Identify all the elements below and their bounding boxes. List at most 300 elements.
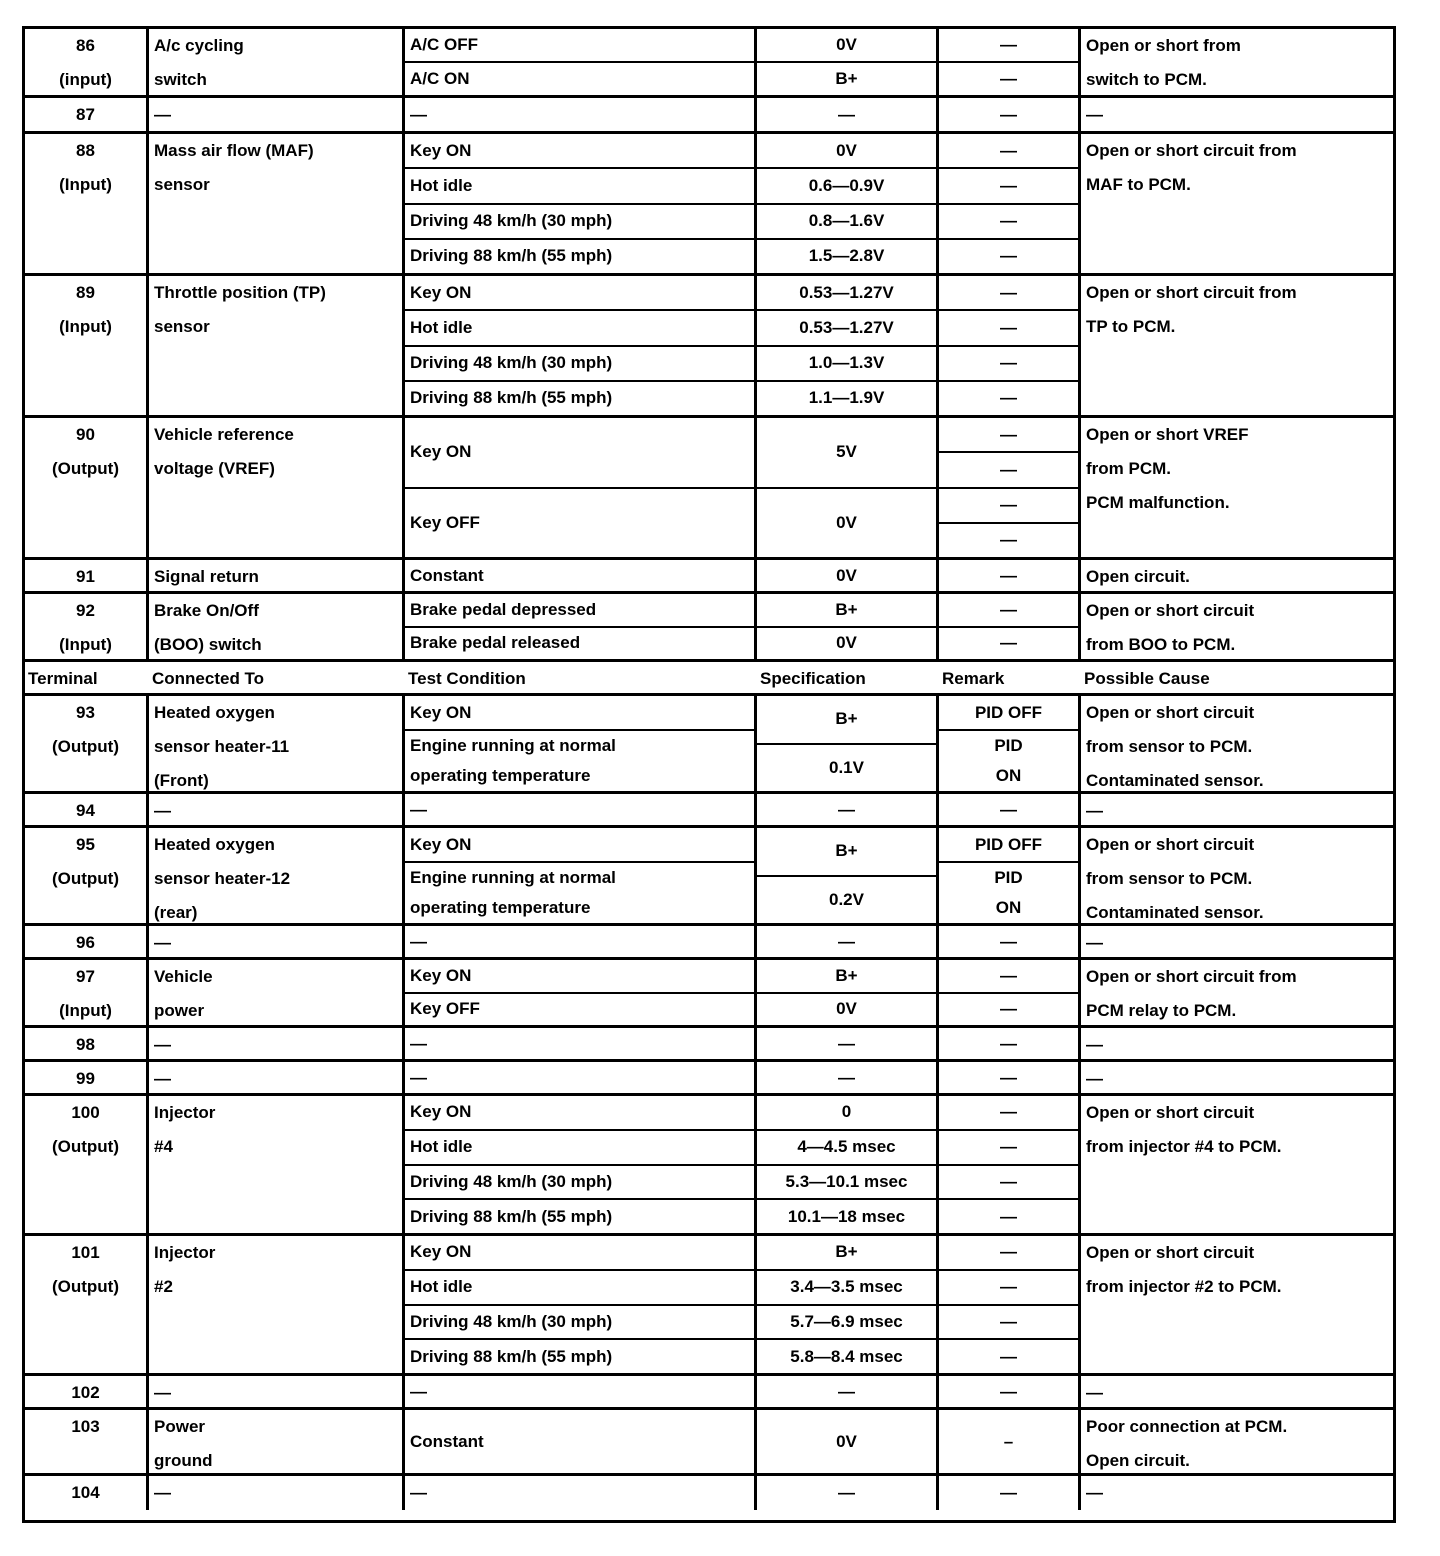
specification-cell-item: 0V (836, 999, 857, 1019)
specification-cell (757, 276, 939, 415)
remark-cell-list (939, 1062, 1078, 1093)
remark-cell-item: — (939, 1131, 1078, 1166)
column-header: Terminal (28, 669, 98, 688)
specification-cell-item: 0.8—1.6V (757, 205, 936, 240)
connected-to-cell: A/c cycling switch (149, 29, 405, 95)
table-row (25, 418, 1393, 560)
possible-cause-cell: Open or short circuit from injector #2 to PCM. (1086, 1243, 1282, 1296)
possible-cause-cell: — (1086, 1483, 1103, 1502)
remark-cell-list (939, 1096, 1078, 1233)
table-row (25, 696, 1393, 794)
specification-cell (757, 98, 939, 131)
test-condition-cell-item: — (410, 104, 427, 124)
connected-to-cell: Injector #2 (149, 1236, 405, 1373)
test-condition-cell-item (405, 863, 754, 923)
specification-cell-item: 10.1—18 msec (787, 1206, 906, 1226)
remark-cell-item: — (939, 1306, 1078, 1341)
test-condition-cell-item: Driving 88 km/h (55 mph) (410, 1346, 613, 1366)
possible-cause-cell: Open or short circuit from sensor to PCM. Contaminated sensor. (1086, 835, 1264, 922)
test-condition-cell-list (405, 1476, 754, 1510)
terminal-cell: 98 (25, 1028, 149, 1059)
test-condition-cell (405, 1096, 757, 1233)
test-condition-cell-item (405, 731, 754, 791)
column-header: Possible Cause (1084, 669, 1210, 688)
connected-to-cell: Heated oxygen sensor heater-11 (Front) (149, 696, 405, 791)
remark-cell (939, 418, 1081, 557)
specification-cell-list (757, 276, 936, 415)
remark-cell-item: — (1000, 565, 1017, 585)
remark-cell-list (939, 794, 1078, 825)
specification-cell-item: — (838, 1033, 855, 1053)
remark-cell-item: — (1000, 1067, 1017, 1087)
test-condition-cell-item: Key ON (405, 418, 754, 489)
test-condition-cell-list (405, 794, 754, 825)
possible-cause-cell: Open or short from switch to PCM. (1086, 36, 1241, 89)
test-condition-cell-item: — (410, 1381, 427, 1401)
remark-cell-item: — (939, 594, 1078, 628)
remark-cell-item: — (939, 453, 1078, 488)
table-row (25, 1062, 1393, 1096)
specification-cell-item: B+ (835, 69, 858, 88)
specification-cell-item: 1.1—1.9V (808, 388, 885, 408)
connected-to-cell: — (149, 1028, 405, 1059)
remark-cell-item (939, 731, 1078, 791)
specification-cell-item: B+ (757, 696, 936, 745)
terminal-cell: 90 (Output) (25, 418, 149, 557)
possible-cause-cell: Open or short circuit from TP to PCM. (1086, 283, 1297, 336)
remark-cell-item: – (1003, 1431, 1014, 1451)
connected-to-cell: — (149, 1376, 405, 1407)
test-condition-cell (405, 1028, 757, 1059)
test-condition-cell-item: Constant (410, 1431, 484, 1451)
possible-cause-cell: Open or short circuit from MAF to PCM. (1086, 141, 1297, 194)
specification-cell (757, 696, 939, 791)
connected-to-cell: Heated oxygen sensor heater-12 (rear) (149, 828, 405, 923)
remark-cell (939, 29, 1081, 95)
remark-cell-list (939, 926, 1078, 957)
specification-cell (757, 418, 939, 557)
remark-cell-line: PID (994, 868, 1023, 887)
remark-cell-item: — (939, 489, 1078, 524)
specification-cell (757, 1476, 939, 1510)
possible-cause-cell: Open or short circuit from injector #4 to PCM. (1086, 1103, 1282, 1156)
test-condition-cell-list (405, 828, 754, 923)
column-header: Remark (942, 669, 1005, 688)
possible-cause-cell: — (1086, 1383, 1103, 1402)
test-condition-cell-line: Engine running at normal (410, 868, 616, 887)
remark-cell-item: — (939, 276, 1078, 311)
table-row (25, 794, 1393, 828)
possible-cause-cell: Open circuit. (1086, 567, 1190, 586)
remark-cell (939, 98, 1081, 131)
terminal-cell: 102 (25, 1376, 149, 1407)
test-condition-cell-item: Key ON (405, 960, 754, 994)
remark-cell-line: PID (994, 736, 1023, 755)
terminal-cell: 101 (Output) (25, 1236, 149, 1373)
terminal-cell: 96 (25, 926, 149, 957)
terminal-cell: 89 (Input) (25, 276, 149, 415)
specification-cell-item: B+ (757, 594, 936, 628)
remark-cell-item: — (1000, 799, 1017, 819)
remark-cell-item: — (939, 1096, 1078, 1131)
test-condition-cell-item: Driving 48 km/h (30 mph) (405, 1306, 754, 1341)
specification-cell-item: 0.6—0.9V (757, 169, 936, 204)
specification-cell-list (757, 418, 936, 557)
remark-cell-list (939, 1376, 1078, 1407)
connected-to-cell: — (149, 1476, 405, 1510)
remark-cell (939, 1096, 1081, 1233)
test-condition-cell-item: Hot idle (405, 1271, 754, 1306)
test-condition-cell-item: A/C ON (410, 69, 470, 88)
remark-cell-item: PID OFF (939, 696, 1078, 731)
connected-to-cell: Signal return (149, 560, 405, 591)
specification-cell-list (757, 1062, 936, 1093)
test-condition-cell-list (405, 594, 754, 659)
test-condition-cell (405, 1410, 757, 1473)
specification-cell-item: 0V (757, 29, 936, 63)
remark-cell-item: — (1000, 633, 1017, 653)
specification-cell-item: 0 (757, 1096, 936, 1131)
test-condition-cell-item: Key OFF (410, 512, 480, 532)
table-row (25, 594, 1393, 662)
test-condition-cell-item: Driving 48 km/h (30 mph) (405, 347, 754, 382)
specification-cell (757, 1376, 939, 1407)
specification-cell-item: 3.4—3.5 msec (757, 1271, 936, 1306)
remark-cell (939, 594, 1081, 659)
test-condition-cell-item: Driving 48 km/h (30 mph) (405, 205, 754, 240)
remark-cell-item: — (1000, 1206, 1017, 1226)
table-row (25, 560, 1393, 594)
remark-cell-item: — (1000, 931, 1017, 951)
specification-cell-list (757, 696, 936, 791)
connected-to-cell: Brake On/Off (BOO) switch (149, 594, 405, 659)
specification-cell-item: 4—4.5 msec (757, 1131, 936, 1166)
table-row (25, 1410, 1393, 1476)
terminal-cell: 95 (Output) (25, 828, 149, 923)
possible-cause-cell: — (1086, 1035, 1103, 1054)
column-header: Specification (760, 669, 866, 688)
table-row (25, 1236, 1393, 1376)
remark-cell-list (939, 98, 1078, 131)
table-row (25, 960, 1393, 1028)
connected-to-cell: — (149, 1062, 405, 1093)
specification-cell-item: — (838, 1067, 855, 1087)
remark-cell-item: — (1000, 999, 1017, 1019)
remark-cell-item: PID OFF (939, 828, 1078, 863)
test-condition-cell-item: Driving 48 km/h (30 mph) (405, 1166, 754, 1201)
header-row (25, 662, 1393, 696)
remark-cell-item: — (1000, 1033, 1017, 1053)
test-condition-cell-item: Key ON (405, 696, 754, 731)
remark-cell-list (939, 418, 1078, 557)
remark-cell (939, 1476, 1081, 1510)
remark-cell-item: — (1000, 246, 1017, 266)
specification-cell-item: 1.5—2.8V (808, 246, 885, 266)
remark-cell-list (939, 1410, 1078, 1473)
specification-cell-list (757, 960, 936, 1025)
remark-cell-line: ON (995, 898, 1022, 917)
remark-cell-line: ON (995, 766, 1022, 785)
terminal-cell: 94 (25, 794, 149, 825)
specification-cell-list (757, 134, 936, 273)
test-condition-cell-list (405, 98, 754, 131)
table-row (25, 926, 1393, 960)
specification-cell-item: 0.1V (829, 757, 864, 777)
terminal-cell: 93 (Output) (25, 696, 149, 791)
test-condition-cell-item: Brake pedal depressed (405, 594, 754, 628)
test-condition-cell-item: Hot idle (405, 1131, 754, 1166)
remark-cell-item: — (939, 960, 1078, 994)
specification-cell (757, 1028, 939, 1059)
specification-cell-item: — (838, 1483, 855, 1502)
test-condition-cell (405, 960, 757, 1025)
specification-cell (757, 29, 939, 95)
remark-cell-list (939, 29, 1078, 95)
test-condition-cell-list (405, 418, 754, 557)
specification-cell-list (757, 794, 936, 825)
remark-cell (939, 1028, 1081, 1059)
test-condition-cell-item: Constant (410, 565, 484, 585)
specification-cell-item: — (838, 104, 855, 124)
test-condition-cell (405, 1376, 757, 1407)
test-condition-cell-list (405, 696, 754, 791)
possible-cause-cell: Poor connection at PCM. Open circuit. (1086, 1417, 1288, 1470)
remark-cell-item: — (1000, 530, 1017, 550)
test-condition-cell (405, 828, 757, 923)
specification-cell-list (757, 1028, 936, 1059)
connected-to-cell: Vehicle power (149, 960, 405, 1025)
test-condition-cell (405, 1476, 757, 1510)
test-condition-cell (405, 1062, 757, 1093)
specification-cell (757, 960, 939, 1025)
specification-cell-item: 0V (757, 134, 936, 169)
connected-to-cell: — (149, 98, 405, 131)
specification-cell (757, 1236, 939, 1373)
remark-cell-list (939, 696, 1078, 791)
specification-cell-item: 1.0—1.3V (757, 347, 936, 382)
terminal-cell: 86 (input) (25, 29, 149, 95)
column-header: Connected To (152, 669, 265, 688)
remark-cell-item: — (1000, 104, 1017, 124)
specification-cell-list (757, 594, 936, 659)
table-row (25, 1376, 1393, 1410)
specification-cell-item: B+ (757, 828, 936, 877)
test-condition-cell-list (405, 926, 754, 957)
remark-cell-item: — (939, 311, 1078, 346)
terminal-cell: 92 (Input) (25, 594, 149, 659)
test-condition-cell (405, 594, 757, 659)
specification-cell (757, 1410, 939, 1473)
test-condition-cell-list (405, 29, 754, 95)
specification-cell (757, 594, 939, 659)
specification-cell-item: — (838, 1381, 855, 1401)
specification-cell-item: — (838, 931, 855, 951)
column-header: Test Condition (408, 669, 526, 688)
remark-cell-list (939, 134, 1078, 273)
terminal-cell: 100 (Output) (25, 1096, 149, 1233)
connected-to-cell: — (149, 794, 405, 825)
test-condition-cell-item: Key ON (405, 1236, 754, 1271)
test-condition-cell-list (405, 134, 754, 273)
test-condition-cell-line: operating temperature (410, 898, 591, 917)
remark-cell (939, 794, 1081, 825)
remark-cell-item (939, 863, 1078, 923)
test-condition-cell-item: Hot idle (405, 169, 754, 204)
test-condition-cell-item: — (410, 1033, 427, 1053)
remark-cell (939, 1410, 1081, 1473)
connected-to-cell: — (149, 926, 405, 957)
specification-cell-item: 0V (836, 1431, 857, 1451)
test-condition-cell-list (405, 560, 754, 591)
remark-cell-list (939, 1476, 1078, 1510)
test-condition-cell-item: — (410, 799, 427, 819)
remark-cell-item: — (939, 1166, 1078, 1201)
specification-cell-item: 5V (757, 418, 936, 489)
remark-cell-item: — (939, 418, 1078, 453)
remark-cell-item: — (1000, 388, 1017, 408)
test-condition-cell-item: Key ON (405, 134, 754, 169)
test-condition-cell-item: — (410, 1067, 427, 1087)
test-condition-cell (405, 98, 757, 131)
specification-cell-list (757, 926, 936, 957)
possible-cause-cell: — (1086, 105, 1103, 124)
test-condition-cell-item: Key ON (405, 1096, 754, 1131)
remark-cell (939, 696, 1081, 791)
possible-cause-cell: Open or short circuit from PCM relay to PCM. (1086, 967, 1297, 1020)
table-row (25, 29, 1393, 98)
specification-cell (757, 1096, 939, 1233)
remark-cell-item: — (1000, 1483, 1017, 1502)
remark-cell (939, 1062, 1081, 1093)
test-condition-cell (405, 418, 757, 557)
connected-to-cell: Power ground (149, 1410, 405, 1473)
test-condition-cell (405, 926, 757, 957)
test-condition-cell-item: A/C OFF (405, 29, 754, 63)
test-condition-cell-item: Key OFF (410, 999, 480, 1019)
specification-cell-item: B+ (757, 1236, 936, 1271)
test-condition-cell-item: Hot idle (405, 311, 754, 346)
remark-cell (939, 1376, 1081, 1407)
table-row (25, 1476, 1393, 1510)
test-condition-cell-line: operating temperature (410, 766, 591, 785)
terminal-cell: 104 (25, 1476, 149, 1510)
table-row (25, 1028, 1393, 1062)
connected-to-cell: Throttle position (TP) sensor (149, 276, 405, 415)
specification-cell-list (757, 828, 936, 923)
remark-cell-item: — (939, 1271, 1078, 1306)
specification-cell-list (757, 1236, 936, 1373)
test-condition-cell-item: — (410, 931, 427, 951)
specification-cell-list (757, 29, 936, 95)
specification-cell-list (757, 98, 936, 131)
specification-cell-item: 0V (836, 565, 857, 585)
remark-cell-item: — (939, 29, 1078, 63)
specification-cell (757, 134, 939, 273)
pcm-pin-table (22, 26, 1396, 1523)
specification-cell-item: 5.8—8.4 msec (790, 1346, 903, 1366)
specification-cell-item: 5.7—6.9 msec (757, 1306, 936, 1341)
connected-to-cell: Mass air flow (MAF) sensor (149, 134, 405, 273)
test-condition-cell-list (405, 1062, 754, 1093)
test-condition-cell (405, 794, 757, 825)
remark-cell-list (939, 960, 1078, 1025)
test-condition-cell-list (405, 960, 754, 1025)
connected-to-cell: Vehicle reference voltage (VREF) (149, 418, 405, 557)
possible-cause-cell: Open or short circuit from sensor to PCM. Contaminated sensor. (1086, 703, 1264, 790)
specification-cell-item: 5.3—10.1 msec (757, 1166, 936, 1201)
test-condition-cell-list (405, 1376, 754, 1407)
remark-cell-item: — (939, 1236, 1078, 1271)
test-condition-cell-item: Brake pedal released (410, 633, 581, 653)
specification-cell-item: 0V (836, 512, 857, 532)
specification-cell (757, 794, 939, 825)
test-condition-cell (405, 29, 757, 95)
possible-cause-cell: — (1086, 1069, 1103, 1088)
possible-cause-cell: Open or short circuit from BOO to PCM. (1086, 601, 1255, 654)
test-condition-cell-list (405, 1236, 754, 1373)
test-condition-cell-item: Driving 88 km/h (55 mph) (410, 388, 613, 408)
test-condition-cell (405, 560, 757, 591)
specification-cell (757, 1062, 939, 1093)
test-condition-cell-list (405, 1096, 754, 1233)
terminal-cell: 97 (Input) (25, 960, 149, 1025)
specification-cell (757, 828, 939, 923)
remark-cell-item: — (939, 134, 1078, 169)
test-condition-cell-item: Key ON (405, 828, 754, 863)
remark-cell-list (939, 276, 1078, 415)
test-condition-cell-line: Engine running at normal (410, 736, 616, 755)
terminal-cell: 103 (25, 1410, 149, 1473)
table-row (25, 98, 1393, 134)
table-row (25, 276, 1393, 418)
specification-cell-item: 0.53—1.27V (757, 276, 936, 311)
terminal-cell: 88 (Input) (25, 134, 149, 273)
specification-cell-item: 0.2V (829, 889, 864, 909)
remark-cell-list (939, 1236, 1078, 1373)
terminal-cell: 87 (25, 98, 149, 131)
remark-cell-list (939, 594, 1078, 659)
test-condition-cell-item: Key ON (405, 276, 754, 311)
terminal-cell: 99 (25, 1062, 149, 1093)
specification-cell-list (757, 1476, 936, 1510)
table-row (25, 1096, 1393, 1236)
specification-cell-item: — (838, 799, 855, 819)
remark-cell-list (939, 560, 1078, 591)
specification-cell (757, 926, 939, 957)
test-condition-cell-list (405, 1028, 754, 1059)
remark-cell-item: — (939, 169, 1078, 204)
remark-cell-list (939, 1028, 1078, 1059)
specification-cell-item: B+ (757, 960, 936, 994)
remark-cell-list (939, 828, 1078, 923)
remark-cell (939, 828, 1081, 923)
table-row (25, 134, 1393, 276)
remark-cell-item: — (1000, 1346, 1017, 1366)
test-condition-cell (405, 696, 757, 791)
specification-cell-list (757, 1376, 936, 1407)
test-condition-cell-list (405, 1410, 754, 1473)
remark-cell-item: — (1000, 1381, 1017, 1401)
remark-cell (939, 134, 1081, 273)
connected-to-cell: Injector #4 (149, 1096, 405, 1233)
test-condition-cell-list (405, 276, 754, 415)
specification-cell-item: 0V (836, 633, 857, 653)
remark-cell-item: — (939, 347, 1078, 382)
remark-cell (939, 276, 1081, 415)
test-condition-cell (405, 276, 757, 415)
specification-cell-list (757, 560, 936, 591)
possible-cause-cell: — (1086, 801, 1103, 820)
